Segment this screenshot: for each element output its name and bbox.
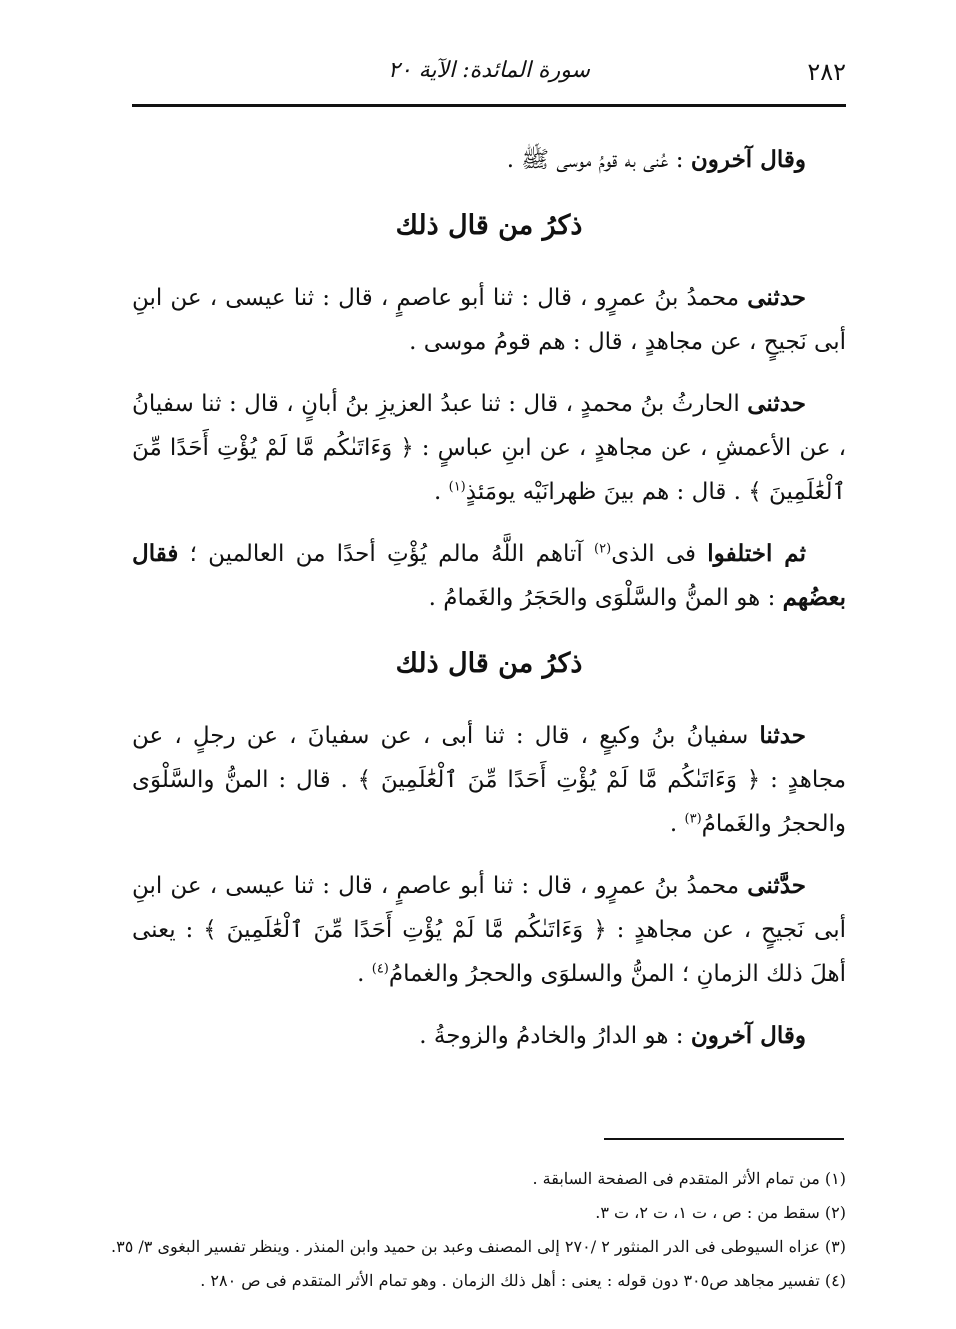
paragraph-text: : عُنى به قومُ موسى ﷺ . [506, 147, 684, 173]
paragraph-7 [132, 1014, 846, 1058]
header-rule [132, 104, 846, 107]
quran-verse: ﴿ وَءَاتَىٰكُم مَّا لَمْ يُؤْتِ أَحَدًا مِّنَ ٱلْعَٰلَمِينَ ﴾ [203, 917, 607, 943]
paragraph-text: . قال : المنُّ والسَّلْوَى والحجرُ والغَمامُ [132, 767, 846, 837]
footnote-4: (٤) تفسير مجاهد ص٣٠٥ دون قوله : يعنى : أهل ذلك الزمان . وهو تمام الأثر المتقدم فى ص ٢٨٠ . [200, 1271, 846, 1290]
paragraph-lead: حدثنى [747, 390, 807, 417]
paragraph-4 [132, 532, 846, 620]
paragraph-text: . قال : هم بينَ ظهرانَيْه يومَئذٍ [465, 479, 741, 505]
paragraph-text: : هو الدارُ والخادمُ والزوجةُ . [419, 1023, 684, 1049]
paragraph-text: محمدُ بنُ عمرٍو ، قال : ثنا أبو عاصمٍ ، قال : ثنا عيسى ، عن ابنِ أبى نَجيحٍ ، عن مجاهدٍ : [132, 873, 847, 943]
paragraph-lead-2: فقال بعضُهم [132, 540, 846, 611]
paragraph-end: . [433, 479, 442, 505]
paragraph-text: الحارثُ بنُ محمدٍ ، قال : ثنا عبدُ العزيزِ بنُ أبانٍ ، قال : ثنا سفيانُ ، عن الأعمشِ ، عن مجاهدٍ ، عن ابنِ عباسٍ : [132, 391, 847, 461]
paragraph-lead: وقال آخرون [690, 146, 806, 173]
footnote-1: (١) من تمام الأثر المتقدم فى الصفحة السابقة . [532, 1169, 846, 1188]
quran-verse: ﴿ وَءَاتَىٰكُم مَّا لَمْ يُؤْتِ أَحَدًا مِّنَ ٱلْعَٰلَمِينَ ﴾ [357, 767, 761, 793]
page-number: ٢٨٢ [807, 58, 846, 86]
paragraph-text: سفيانُ بنُ وكيعٍ ، قال : ثنا أبى ، عن سفيانَ ، عن رجلٍ ، عن مجاهدٍ : [132, 723, 847, 793]
paragraph-5 [132, 714, 846, 846]
paragraph-text: محمدُ بنُ عمرٍو ، قال : ثنا أبو عاصمٍ ، قال : ثنا عيسى ، عن ابنِ أبى نَجيحٍ ، عن مجاهدٍ ، قال : هم قومُ موسى . [132, 285, 846, 355]
paragraph-text: فى الذى [611, 541, 697, 567]
footnote-2: (٢) سقط من : ص ، ت ١، ت ٢، ت ٣. [595, 1203, 846, 1222]
running-title: سورة المائدة: الآية ٢٠ [388, 58, 590, 83]
footnote-rule [604, 1138, 844, 1140]
footnote-3: (٣) عزاه السيوطى فى الدر المنثور ٢ /٢٧٠ إلى المصنف وعبد بن حميد وابن المنذر . وينظر تفسير البغوى ٣/ ٣٥. [111, 1237, 846, 1256]
paragraph-text: : يعنى أهلَ ذلك الزمانِ ؛ المنُّ والسلوَى والحجرُ والغمامُ [132, 917, 846, 987]
page-body [132, 138, 846, 1076]
quran-verse: ﴿ وَءَاتَىٰكُم مَّا لَمْ يُؤْتِ أَحَدًا مِّنَ ٱلْعَٰلَمِينَ ﴾ [132, 435, 846, 505]
paragraph-lead: حدَّثنى [747, 872, 807, 899]
paragraph-text: : هو المنُّ والسَّلْوَى والحَجَرُ والغَمامُ . [428, 585, 776, 611]
paragraph-lead: حدثنى [747, 284, 807, 311]
footnote-marker: (٤) [371, 961, 389, 977]
paragraph-1 [132, 138, 846, 182]
footnotes [111, 1162, 846, 1298]
footnote-marker: (١) [448, 479, 466, 495]
paragraph-2 [132, 276, 846, 364]
footnote-marker: (٣) [684, 811, 702, 827]
paragraph-lead: وقال آخرون [690, 1022, 806, 1049]
paragraph-3 [132, 382, 846, 514]
section-heading-2: ذكرُ من قال ذلك [395, 648, 583, 679]
paragraph-end: . [669, 811, 678, 837]
section-heading-1: ذكرُ من قال ذلك [395, 210, 583, 241]
paragraph-end: . [357, 961, 365, 987]
page-header [132, 58, 846, 94]
paragraph-text: آتاهم اللَّهُ مالم يُؤْتِ أحدًا من العالمين ؛ [189, 541, 583, 567]
paragraph-6 [132, 864, 846, 996]
paragraph-lead: حدثنا [759, 722, 807, 749]
paragraph-lead: ثم اختلفوا [707, 540, 806, 567]
footnote-marker: (٢) [594, 541, 612, 557]
